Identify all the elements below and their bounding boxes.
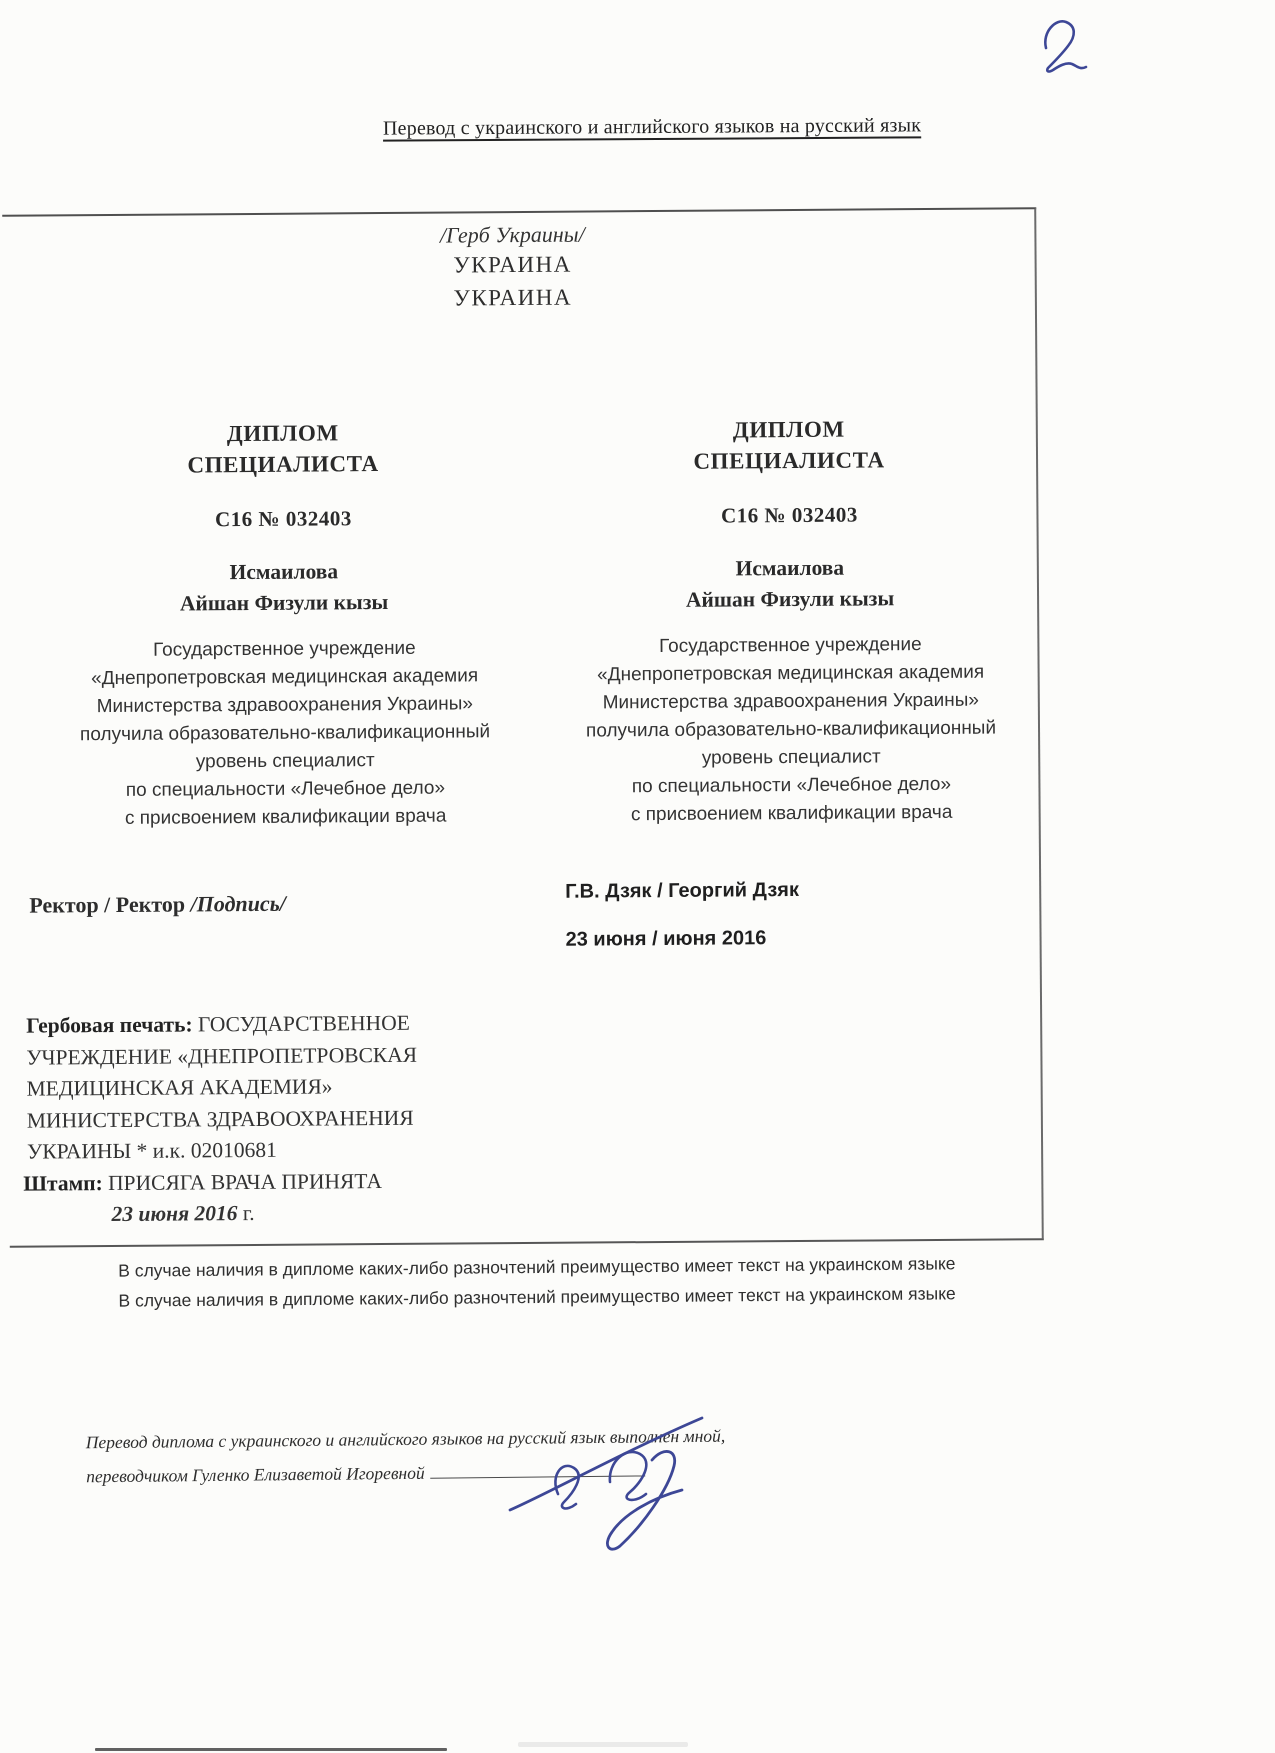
- rector-name-block: [565, 879, 799, 952]
- certificate-box: [2, 207, 1044, 1248]
- seal-line: МЕДИЦИНСКАЯ АКАДЕМИЯ»: [26, 1074, 333, 1101]
- serial-number: С16 № 032403: [720, 502, 858, 528]
- country-name-line1: УКРАИНА: [453, 251, 572, 278]
- diploma-body-line: Министерства здравоохранения Украины»: [602, 689, 980, 714]
- seal-label: Гербовая печать:: [26, 1012, 193, 1038]
- seal-line: УКРАИНЫ * и.к. 02010681: [27, 1137, 277, 1164]
- diploma-body-line: с присвоением квалификации врача: [630, 801, 953, 826]
- doc-type-line2: СПЕЦИАЛИСТА: [693, 447, 885, 474]
- holder-name: [535, 551, 1045, 617]
- translation-header: Перевод с украинского и английского языков на русский язык: [382, 114, 922, 140]
- diploma-body-line: по специальности «Лечебное дело»: [631, 773, 952, 798]
- diploma-body-line: получила образовательно-квалификационный: [585, 717, 997, 742]
- signature-note: /Подпись/: [190, 890, 286, 917]
- stamp-date-line: [23, 1197, 382, 1231]
- disclaimer-line: В случае наличия в дипломе каких-либо разночтений преимущество имеет текст на украинском языке: [118, 1253, 956, 1281]
- diploma-body: [29, 634, 540, 834]
- serial-number: С16 № 032403: [214, 506, 352, 532]
- holder-given-name: Айшан Физули кызы: [685, 586, 895, 612]
- seal-transcription: [26, 1007, 507, 1168]
- handwritten-page-number-icon: [1036, 12, 1090, 78]
- stamp-text: ПРИСЯГА ВРАЧА ПРИНЯТА: [108, 1169, 383, 1196]
- rector-signature-line: [29, 891, 286, 919]
- rector-name: Г.В. Дзяк / Георгий Дзяк: [565, 878, 799, 903]
- emblem-note: /Герб Украины/: [439, 221, 585, 248]
- diploma-body-line: с присвоением квалификации врача: [124, 805, 447, 829]
- scan-artifact-smudge: [518, 1742, 688, 1747]
- stamp-label: Штамп:: [23, 1171, 103, 1196]
- diploma-body-line: получила образовательно-квалификационный: [79, 721, 491, 746]
- diploma-body-line: уровень специалист: [195, 750, 375, 773]
- holder-surname: Исмаилова: [735, 555, 845, 581]
- diploma-column-left: [28, 416, 541, 834]
- issue-date: 23 июня / июня 2016: [565, 927, 767, 951]
- country-name-line2: УКРАИНА: [453, 284, 573, 311]
- handwritten-signature-icon: [492, 1398, 732, 1558]
- diploma-body-line: Министерства здравоохранения Украины»: [96, 693, 474, 718]
- diploma-body-line: уровень специалист: [701, 746, 881, 769]
- doc-type-line2: СПЕЦИАЛИСТА: [187, 451, 379, 478]
- doc-type-line1: ДИПЛОМ: [732, 416, 845, 443]
- stamp-transcription: [23, 1166, 382, 1231]
- rector-label: Ректор / Ректор: [29, 891, 186, 918]
- certificate-heading: [6, 218, 1019, 317]
- diploma-body-line: Государственное учреждение: [153, 637, 416, 661]
- translator-line1: Перевод диплома с украинского и английского языков на русский язык выполнен мной,: [85, 1425, 726, 1453]
- diploma-body-line: «Днепропетровская медицинская академия: [597, 661, 985, 686]
- seal-line: УЧРЕЖДЕНИЕ «ДНЕПРОПЕТРОВСКАЯ: [26, 1042, 418, 1070]
- diploma-body-line: по специальности «Лечебное дело»: [125, 777, 446, 801]
- diploma-body-line: «Днепропетровская медицинская академия: [91, 665, 479, 690]
- stamp-date-suffix: г.: [242, 1200, 255, 1226]
- holder-surname: Исмаилова: [229, 559, 339, 585]
- seal-line: МИНИСТЕРСТВА ЗДРАВООХРАНЕНИЯ: [26, 1105, 414, 1133]
- doc-type-line1: ДИПЛОМ: [226, 420, 339, 447]
- translator-name: переводчиком Гуленко Елизаветой Игоревной: [86, 1462, 425, 1487]
- holder-given-name: Айшан Физули кызы: [179, 589, 389, 616]
- diploma-column-right: [534, 412, 1047, 830]
- diploma-body-line: Государственное учреждение: [659, 634, 922, 657]
- seal-line: [26, 1007, 506, 1042]
- stamp-date: 23 июня 2016: [111, 1201, 238, 1227]
- disclaimer-line: В случае наличия в дипломе каких-либо разночтений преимущество имеет текст на украинском языке: [118, 1283, 956, 1311]
- seal-line1-rest: ГОСУДАРСТВЕННОЕ: [197, 1010, 410, 1037]
- disclaimer-block: [72, 1248, 1002, 1316]
- stamp-line: [23, 1166, 382, 1200]
- scan-artifact-line: [95, 1748, 447, 1751]
- holder-name: [29, 555, 539, 621]
- diploma-body: [535, 630, 1046, 830]
